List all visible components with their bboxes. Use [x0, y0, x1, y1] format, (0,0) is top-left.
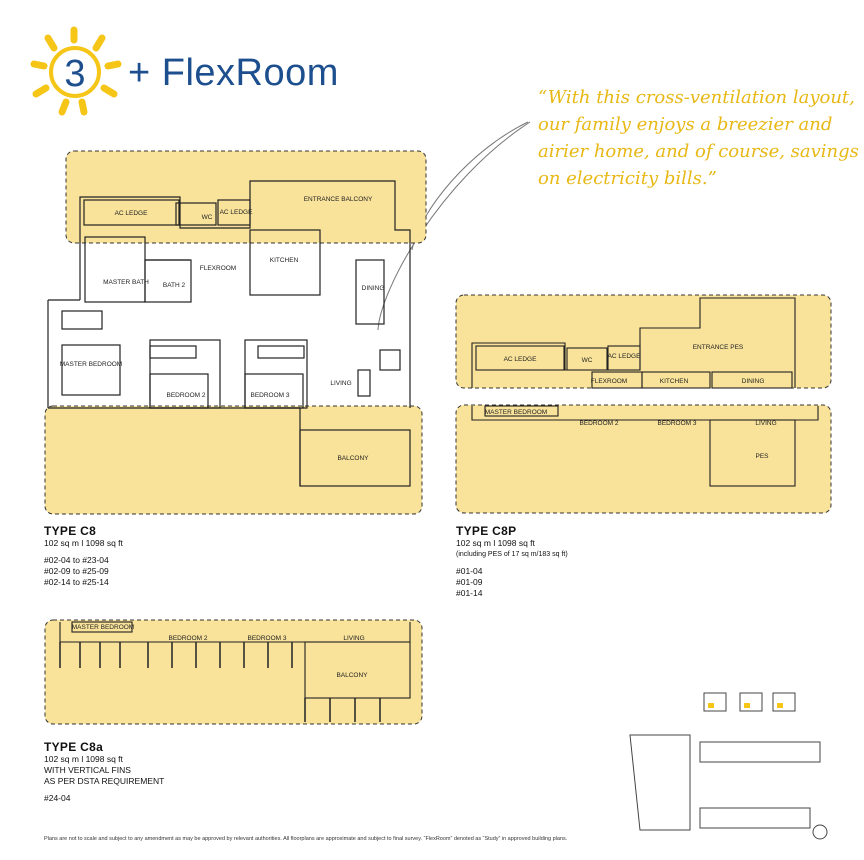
type-extra: AS PER DSTA REQUIREMENT — [44, 776, 165, 786]
svg-text:BATH 2: BATH 2 — [162, 282, 186, 289]
testimonial-quote: “With this cross-ventilation layout, our family enjoys a breezier and airier home, and of course, savings on electricity bills.” — [538, 87, 859, 189]
svg-text:MASTER BATH: MASTER BATH — [103, 279, 149, 286]
svg-text:KITCHEN: KITCHEN — [659, 378, 689, 385]
type-name: TYPE C8 — [44, 524, 97, 538]
type-name: TYPE C8a — [44, 740, 104, 754]
svg-text:FLEXROOM: FLEXROOM — [590, 378, 628, 385]
svg-text:LIVING: LIVING — [343, 635, 365, 642]
unit-range: #02-04 to #23-04 — [44, 555, 109, 565]
svg-text:BEDROOM 2: BEDROOM 2 — [579, 420, 619, 427]
type-name: TYPE C8P — [456, 524, 517, 538]
svg-text:AC LEDGE: AC LEDGE — [503, 356, 537, 363]
svg-text:DINING: DINING — [361, 285, 385, 292]
svg-text:BEDROOM 3: BEDROOM 3 — [657, 420, 697, 427]
type-extra: (including PES of 17 sq m/183 sq ft) — [456, 551, 568, 558]
unit-range: #01-14 — [456, 588, 483, 598]
unit-range: #01-04 — [456, 566, 483, 576]
type-area: 102 sq m l 1098 sq ft — [44, 538, 123, 548]
unit-range: #01-09 — [456, 577, 483, 587]
svg-text:BALCONY: BALCONY — [337, 455, 369, 462]
type-c8p-info — [456, 524, 676, 599]
footnote: Plans are not to scale and subject to any amendment as may be approved by relevant authorities. All floorplans are approximate and subject to final survey. “FlexRoom” denoted as “Study” in approved building plans. — [44, 836, 568, 842]
type-area: 102 sq m l 1098 sq ft — [44, 754, 123, 764]
type-extra: WITH VERTICAL FINS — [44, 765, 131, 775]
svg-text:DINING: DINING — [741, 378, 765, 385]
svg-text:BEDROOM 2: BEDROOM 2 — [166, 392, 206, 399]
type-c8a-info — [44, 740, 264, 804]
svg-text:PES: PES — [755, 453, 769, 460]
svg-text:ENTRANCE BALCONY: ENTRANCE BALCONY — [303, 196, 373, 203]
svg-text:MASTER BEDROOM: MASTER BEDROOM — [59, 361, 123, 368]
svg-text:LIVING: LIVING — [330, 380, 352, 387]
svg-text:3: 3 — [64, 53, 86, 95]
svg-text:AC LEDGE: AC LEDGE — [607, 353, 641, 360]
svg-text:ENTRANCE PES: ENTRANCE PES — [692, 344, 744, 351]
svg-text:MASTER BEDROOM: MASTER BEDROOM — [484, 409, 548, 416]
svg-text:LIVING: LIVING — [755, 420, 777, 427]
svg-text:AC LEDGE: AC LEDGE — [219, 209, 253, 216]
svg-text:BEDROOM 2: BEDROOM 2 — [168, 635, 208, 642]
type-c8-info — [44, 524, 244, 588]
unit-range: #02-09 to #25-09 — [44, 566, 109, 576]
svg-text:BEDROOM 3: BEDROOM 3 — [247, 635, 287, 642]
page-title: + FlexRoom — [128, 52, 339, 94]
svg-text:WC: WC — [581, 357, 593, 364]
type-area: 102 sq m l 1098 sq ft — [456, 538, 535, 548]
svg-text:FLEXROOM: FLEXROOM — [199, 265, 237, 272]
svg-text:MASTER BEDROOM: MASTER BEDROOM — [71, 624, 135, 631]
svg-text:BEDROOM 3: BEDROOM 3 — [250, 392, 290, 399]
svg-text:AC LEDGE: AC LEDGE — [114, 210, 148, 217]
unit-range: #02-14 to #25-14 — [44, 577, 109, 587]
svg-text:BALCONY: BALCONY — [336, 672, 368, 679]
svg-text:KITCHEN: KITCHEN — [269, 257, 299, 264]
unit-range: #24-04 — [44, 793, 71, 803]
svg-text:WC: WC — [201, 214, 213, 221]
